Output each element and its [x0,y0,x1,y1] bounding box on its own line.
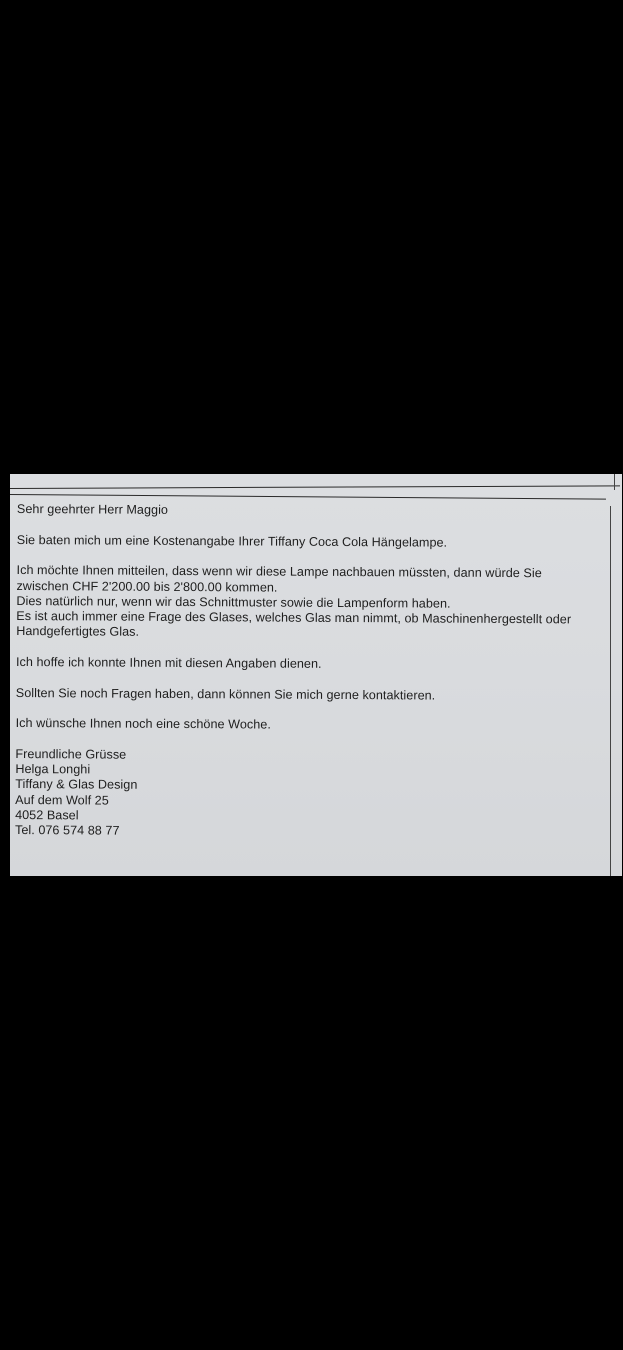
frame-line-inner [10,494,606,500]
letter-body [15,502,607,842]
questions-paragraph: Sollten Sie noch Fragen haben, dann können Sie mich gerne kontaktieren. [15,685,436,703]
letter-photo [10,474,622,876]
hope-paragraph: Ich hoffe ich konnte Ihnen mit diesen Angaben dienen. [15,654,322,671]
body-line: zwischen CHF 2'200.00 bis 2'800.00 kommen. [16,578,278,595]
frame-corner [614,474,615,490]
sender-phone: Tel. 076 574 88 77 [14,823,120,838]
frame-line-top [10,485,620,489]
wish-paragraph: Ich wünsche Ihnen noch eine schöne Woche. [15,716,271,732]
body-line: Es ist auch immer eine Frage des Glases, welches Glas man nimmt, ob Maschinenhergestellt oder [16,609,572,627]
sender-street: Auf dem Wolf 25 [15,792,109,808]
body-line: Dies natürlich nur, wenn wir das Schnittmuster sowie die Lampenform haben. [16,593,451,611]
frame-line-right [610,506,611,876]
intro-paragraph: Sie baten mich um eine Kostenangabe Ihrer Tiffany Coca Cola Hängelampe. [16,532,448,550]
sender-city: 4052 Basel [15,807,79,823]
sender-company: Tiffany & Glas Design [15,777,138,793]
body-line: Handgefertigtes Glas. [16,624,140,639]
sender-name: Helga Longhi [15,762,91,777]
closing: Freundliche Grüsse [15,747,127,762]
body-line: Ich möchte Ihnen mitteilen, dass wenn wir diese Lampe nachbauen müssten, dann würde Sie [16,563,542,581]
salutation: Sehr geehrter Herr Maggio [16,502,169,517]
